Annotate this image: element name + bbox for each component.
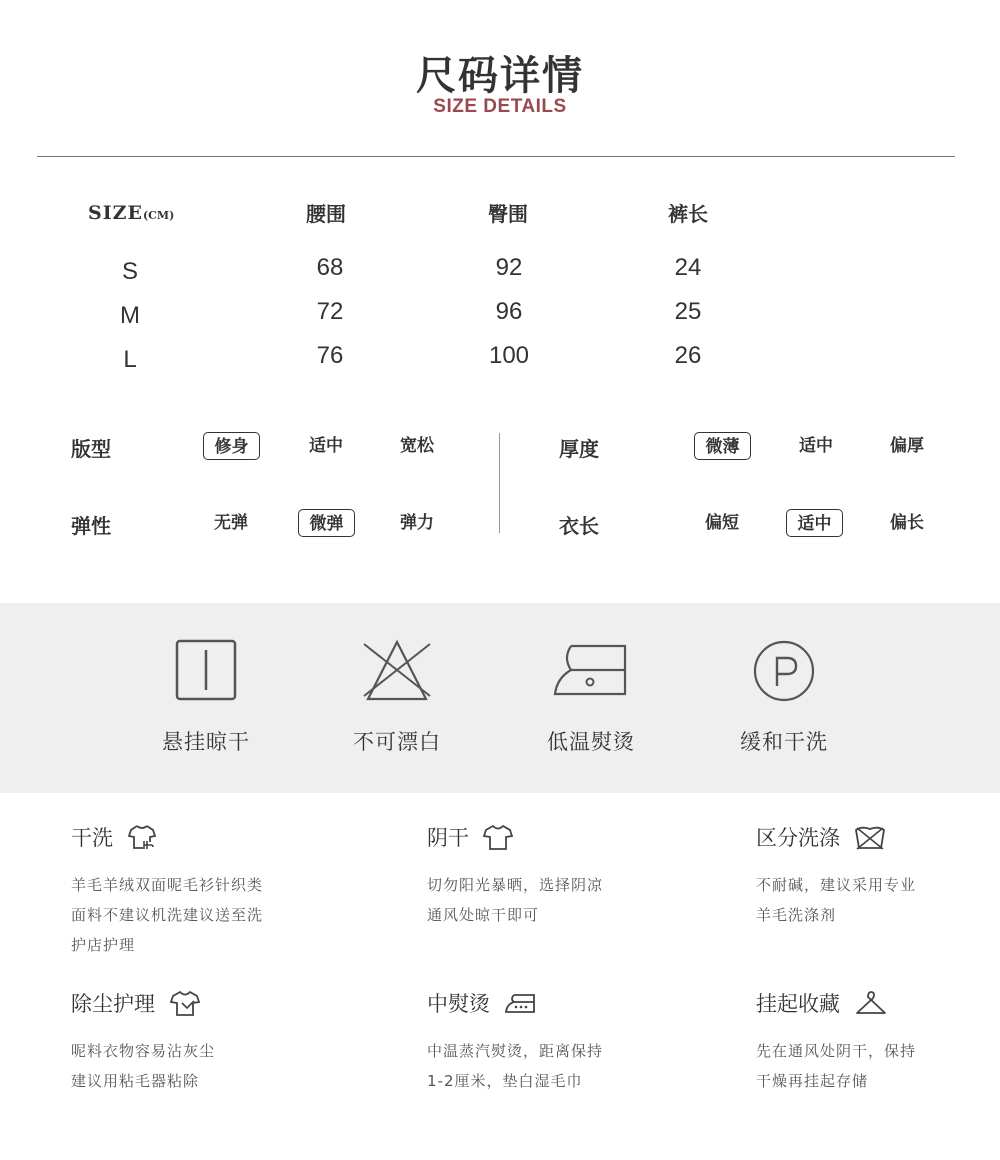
tip-line: 护店护理 bbox=[71, 936, 136, 954]
header-divider bbox=[37, 156, 955, 157]
tip-line: 建议用粘毛器粘除 bbox=[71, 1072, 200, 1090]
elasticity-option-none: 无弹 bbox=[214, 513, 248, 533]
care-label: 缓和干洗 bbox=[740, 730, 828, 754]
care-label: 不可漂白 bbox=[353, 730, 441, 754]
hip-column-header: 臀围 bbox=[488, 202, 528, 226]
care-label: 悬挂晾干 bbox=[162, 730, 250, 754]
tip-hang-storage bbox=[756, 988, 916, 1096]
tip-line: 切勿阳光暴晒，选择阴凉 bbox=[427, 876, 604, 894]
tip-line: 羊毛羊绒双面呢毛衫针织类 bbox=[71, 876, 264, 894]
length-cell: 25 bbox=[674, 298, 702, 325]
care-item-hang-dry bbox=[121, 636, 291, 756]
thickness-option-thin: 微薄 bbox=[694, 432, 751, 460]
tip-line: 面料不建议机洗建议送至洗 bbox=[71, 906, 264, 924]
waist-cell: 76 bbox=[316, 342, 344, 369]
tip-line: 1-2厘米，垫白湿毛巾 bbox=[427, 1072, 583, 1090]
length-option-short: 偏短 bbox=[705, 513, 739, 533]
no-bleach-icon bbox=[362, 636, 432, 702]
elasticity-option-stretch: 弹力 bbox=[400, 513, 434, 533]
attributes-divider bbox=[499, 433, 500, 533]
size-cell: M bbox=[120, 302, 140, 329]
tip-line: 干燥再挂起存储 bbox=[756, 1072, 869, 1090]
tip-shade-dry bbox=[427, 822, 603, 930]
waist-cell: 72 bbox=[316, 298, 344, 325]
gentle-dry-clean-icon bbox=[751, 636, 817, 702]
care-label: 低温熨烫 bbox=[547, 730, 635, 754]
garment-length-label: 衣长 bbox=[559, 514, 599, 538]
thickness-label: 厚度 bbox=[559, 437, 599, 461]
page-subtitle: SIZE DETAILS bbox=[433, 96, 567, 117]
iron-icon bbox=[504, 991, 536, 1015]
size-cell: S bbox=[121, 258, 138, 285]
tip-dust-care bbox=[71, 988, 215, 1096]
size-cell: L bbox=[123, 346, 137, 373]
hip-cell: 96 bbox=[495, 298, 523, 325]
shirt-icon bbox=[483, 823, 513, 851]
size-column-header bbox=[88, 202, 174, 224]
tip-dry-clean bbox=[71, 822, 263, 960]
fit-option-regular: 适中 bbox=[309, 436, 343, 456]
hip-cell: 92 bbox=[495, 254, 523, 281]
waist-cell: 68 bbox=[316, 254, 344, 281]
tip-line: 不耐碱，建议采用专业 bbox=[756, 876, 917, 894]
fit-label: 版型 bbox=[71, 437, 111, 461]
length-column-header: 裤长 bbox=[668, 202, 708, 226]
tip-line: 先在通风处阴干，保持 bbox=[756, 1042, 917, 1060]
tip-title: 中熨烫 bbox=[427, 992, 490, 1016]
waist-column-header: 腰围 bbox=[306, 202, 346, 226]
hip-cell: 100 bbox=[488, 342, 530, 369]
wash-separate-icon bbox=[854, 824, 886, 850]
tip-medium-iron bbox=[427, 988, 603, 1096]
length-option-long: 偏长 bbox=[890, 513, 924, 533]
length-option-regular: 适中 bbox=[786, 509, 843, 537]
tip-line: 呢料衣物容易沾灰尘 bbox=[71, 1042, 216, 1060]
page-title: 尺码详情 bbox=[416, 53, 584, 99]
fit-option-slim: 修身 bbox=[203, 432, 260, 460]
size-header-label: SIZE bbox=[88, 202, 143, 224]
care-item-no-bleach bbox=[312, 636, 482, 756]
elasticity-label: 弹性 bbox=[71, 514, 111, 538]
length-cell: 24 bbox=[674, 254, 702, 281]
length-cell: 26 bbox=[674, 342, 702, 369]
tip-title: 干洗 bbox=[71, 826, 113, 850]
tip-title: 阴干 bbox=[427, 826, 469, 850]
fit-option-loose: 宽松 bbox=[400, 436, 434, 456]
hanger-icon bbox=[854, 989, 888, 1017]
hang-dry-icon bbox=[173, 636, 239, 702]
low-iron-icon bbox=[551, 636, 631, 702]
tip-title: 区分洗涤 bbox=[756, 826, 840, 850]
tip-line: 通风处晾干即可 bbox=[427, 906, 540, 924]
care-item-gentle-dry-clean bbox=[699, 636, 869, 756]
size-unit-label: (CM) bbox=[142, 209, 175, 222]
thickness-option-medium: 适中 bbox=[799, 436, 833, 456]
dust-shirt-icon bbox=[169, 989, 201, 1017]
care-item-low-iron bbox=[506, 636, 676, 756]
thickness-option-thick: 偏厚 bbox=[890, 436, 924, 456]
tip-line: 中温蒸汽熨烫，距离保持 bbox=[427, 1042, 604, 1060]
tip-title: 除尘护理 bbox=[71, 992, 155, 1016]
tip-line: 羊毛洗涤剂 bbox=[756, 906, 837, 924]
dry-clean-shirt-icon bbox=[127, 823, 157, 851]
tip-wash-separate bbox=[756, 822, 916, 930]
elasticity-option-slight: 微弹 bbox=[298, 509, 355, 537]
tip-title: 挂起收藏 bbox=[756, 992, 840, 1016]
